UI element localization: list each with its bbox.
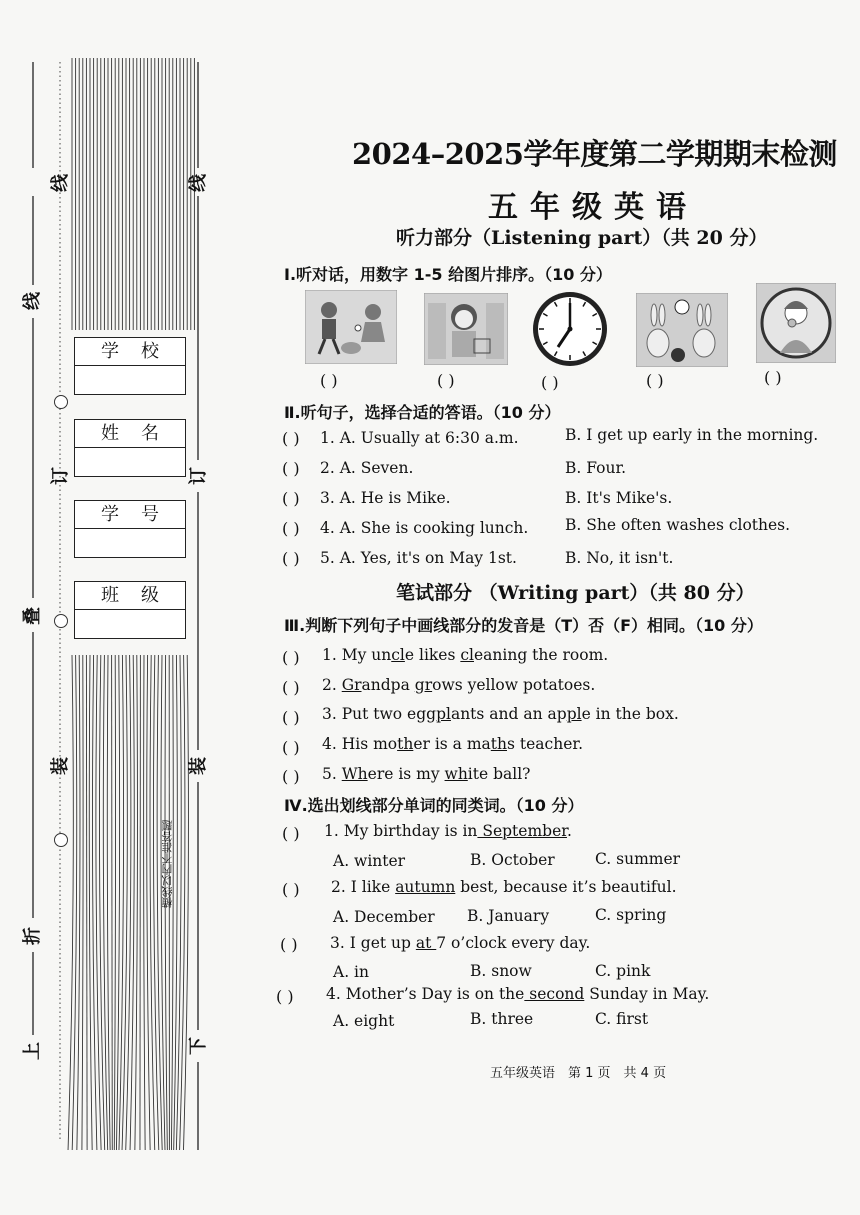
student-id-label: 学号	[75, 501, 185, 529]
answer-blank[interactable]: ( )	[282, 459, 300, 478]
option-a: A. winter	[333, 852, 406, 870]
picture-blank[interactable]: ( )	[320, 371, 338, 390]
question-sentence	[331, 878, 677, 896]
phonics-sentence	[322, 735, 583, 753]
page-footer: 五年级英语 第 1 页 共 4 页	[490, 1066, 667, 1081]
school-field[interactable]	[74, 337, 186, 395]
class-label: 班级	[75, 582, 185, 610]
section1-title: Ⅰ.听对话，用数字 1-5 给图片排序。（10 分）	[284, 265, 612, 284]
underlined-part: pl	[566, 705, 582, 723]
picture-clock	[530, 289, 610, 369]
underlined-part: cl	[460, 646, 474, 664]
option-a: A. eight	[333, 1012, 395, 1030]
option-c: C. pink	[595, 962, 651, 980]
picture-girl-supermarket	[424, 293, 508, 365]
margin-char-down: 下	[188, 1037, 209, 1055]
school-label: 学校	[75, 338, 185, 366]
picture-blank[interactable]: ( )	[646, 371, 664, 390]
option-a: 4. A. She is cooking lunch.	[320, 519, 529, 537]
underlined-part: wh	[444, 765, 468, 783]
option-a: 3. A. He is Mike.	[320, 489, 451, 507]
sentence-text: 2.	[322, 676, 342, 694]
option-b: B. I get up early in the morning.	[565, 426, 819, 444]
sentence-text: eaning the room.	[474, 646, 609, 664]
picture-blank[interactable]: ( )	[437, 371, 455, 390]
student-id-field[interactable]	[74, 500, 186, 558]
sentence-text: 1. My un	[322, 646, 392, 664]
option-b: B. October	[470, 851, 555, 869]
sentence-text: andpa	[361, 676, 415, 694]
margin-char-line-inner: 线	[50, 174, 71, 192]
sentence-text: best, because it’s beautiful.	[455, 878, 677, 896]
option-a: A. in	[333, 963, 369, 981]
answer-blank[interactable]: ( )	[276, 987, 294, 1006]
underlined-part: gr	[414, 676, 433, 694]
sentence-text: 4. His mo	[322, 735, 398, 753]
margin-char-line-right: 线	[188, 174, 209, 192]
underlined-part: cl	[391, 646, 405, 664]
margin-char-fold2: 折	[22, 927, 43, 945]
listening-heading: 听力部分（Listening part）（共 20 分）	[396, 227, 768, 249]
sentence-text: 2. I like	[331, 878, 396, 896]
underlined-part: pl	[436, 705, 451, 723]
section4-title: Ⅳ.选出划线部分单词的同类词。（10 分）	[284, 796, 584, 815]
phonics-sentence	[322, 765, 530, 783]
sentence-text: er is a ma	[413, 735, 491, 753]
question-sentence	[330, 934, 590, 952]
option-a: 2. A. Seven.	[320, 459, 414, 477]
writing-heading: 笔试部分 （Writing part）（共 80 分）	[396, 582, 755, 604]
underlined-word: at	[415, 934, 437, 952]
sentence-text: 5.	[322, 765, 342, 783]
sentence-text: ere is my	[367, 765, 445, 783]
option-b: B. Four.	[565, 459, 627, 477]
binding-hole	[54, 614, 68, 628]
margin-char-zhuang: 装	[50, 757, 71, 775]
option-b: B. three	[470, 1010, 534, 1028]
sentence-text: e likes	[404, 646, 461, 664]
section3-title: Ⅲ.判断下列句子中画线部分的发音是（T）否（F）相同。（10 分）	[284, 616, 763, 635]
answer-blank[interactable]: ( )	[282, 648, 300, 667]
margin-char-line: 线	[22, 292, 43, 310]
phonics-sentence	[322, 646, 608, 664]
sentence-text: Sunday in May.	[584, 985, 710, 1003]
sentence-text: .	[566, 822, 572, 840]
option-b: B. snow	[470, 962, 532, 980]
underlined-part: Wh	[341, 765, 368, 783]
underlined-part: th	[397, 735, 414, 753]
binding-margin	[0, 0, 230, 1215]
margin-char-up: 上	[22, 1042, 43, 1060]
sentence-text: 7 o’clock every day.	[436, 934, 591, 952]
answer-blank[interactable]: ( )	[282, 767, 300, 786]
sentence-text: e in the box.	[581, 705, 679, 723]
option-a: A. December	[333, 908, 435, 926]
underlined-word: September	[477, 822, 567, 840]
underlined-part: th	[490, 735, 508, 753]
phonics-sentence	[322, 705, 679, 723]
answer-blank[interactable]: ( )	[282, 824, 300, 843]
answer-blank[interactable]: ( )	[282, 549, 300, 568]
underlined-word: autumn	[395, 878, 456, 896]
answer-blank[interactable]: ( )	[282, 429, 300, 448]
picture-blank[interactable]: ( )	[541, 373, 559, 392]
class-field[interactable]	[74, 581, 186, 639]
option-b: B. No, it isn't.	[565, 549, 674, 567]
name-label: 姓名	[75, 420, 185, 448]
picture-rabbits-football	[636, 293, 728, 367]
option-a: 5. A. Yes, it's on May 1st.	[320, 549, 517, 567]
answer-blank[interactable]: ( )	[282, 489, 300, 508]
sentence-text: 1. My birthday is in	[324, 822, 478, 840]
sentence-text: ite ball?	[467, 765, 531, 783]
answer-blank[interactable]: ( )	[282, 738, 300, 757]
sentence-text: 3. I get up	[330, 934, 416, 952]
option-b: B. It's Mike's.	[565, 489, 673, 507]
binding-hole	[54, 833, 68, 847]
no-answer-note: 横线以内不准答题	[161, 820, 174, 908]
binding-hole	[54, 395, 68, 409]
question-sentence	[324, 822, 572, 840]
answer-blank[interactable]: ( )	[282, 708, 300, 727]
margin-char-zhuang-right: 装	[188, 757, 209, 775]
sentence-text: s teacher.	[507, 735, 584, 753]
option-b: B. January	[467, 907, 550, 925]
sentence-text: ows yellow potatoes.	[432, 676, 596, 694]
sentence-text: ants and an ap	[450, 705, 567, 723]
option-c: C. spring	[595, 906, 667, 924]
exam-subtitle: 五年级英语	[488, 190, 698, 225]
picture-children-dog	[305, 290, 397, 364]
picture-woman-sneezing	[756, 283, 836, 363]
picture-blank[interactable]: ( )	[764, 368, 782, 387]
option-c: C. first	[595, 1010, 649, 1028]
margin-char-ding: 订	[50, 467, 71, 485]
exam-title: 2024–2025学年度第二学期期末检测	[352, 137, 837, 171]
sentence-text: 4. Mother’s Day is on the	[326, 985, 525, 1003]
section2-title: Ⅱ.听句子，选择合适的答语。（10 分）	[284, 403, 561, 422]
sentence-text: 3. Put two egg	[322, 705, 437, 723]
margin-char-ding-right: 订	[188, 467, 209, 485]
underlined-word: second	[524, 985, 585, 1003]
option-b: B. She often washes clothes.	[565, 516, 791, 534]
answer-blank[interactable]: ( )	[282, 519, 300, 538]
answer-blank[interactable]: ( )	[280, 935, 298, 954]
name-field[interactable]	[74, 419, 186, 477]
option-a: 1. A. Usually at 6:30 a.m.	[320, 429, 519, 447]
margin-char-fold1: 叠	[22, 607, 43, 625]
question-sentence	[326, 985, 709, 1003]
answer-blank[interactable]: ( )	[282, 880, 300, 899]
underlined-part: Gr	[341, 676, 362, 694]
option-c: C. summer	[595, 850, 681, 868]
phonics-sentence	[322, 676, 595, 694]
answer-blank[interactable]: ( )	[282, 678, 300, 697]
